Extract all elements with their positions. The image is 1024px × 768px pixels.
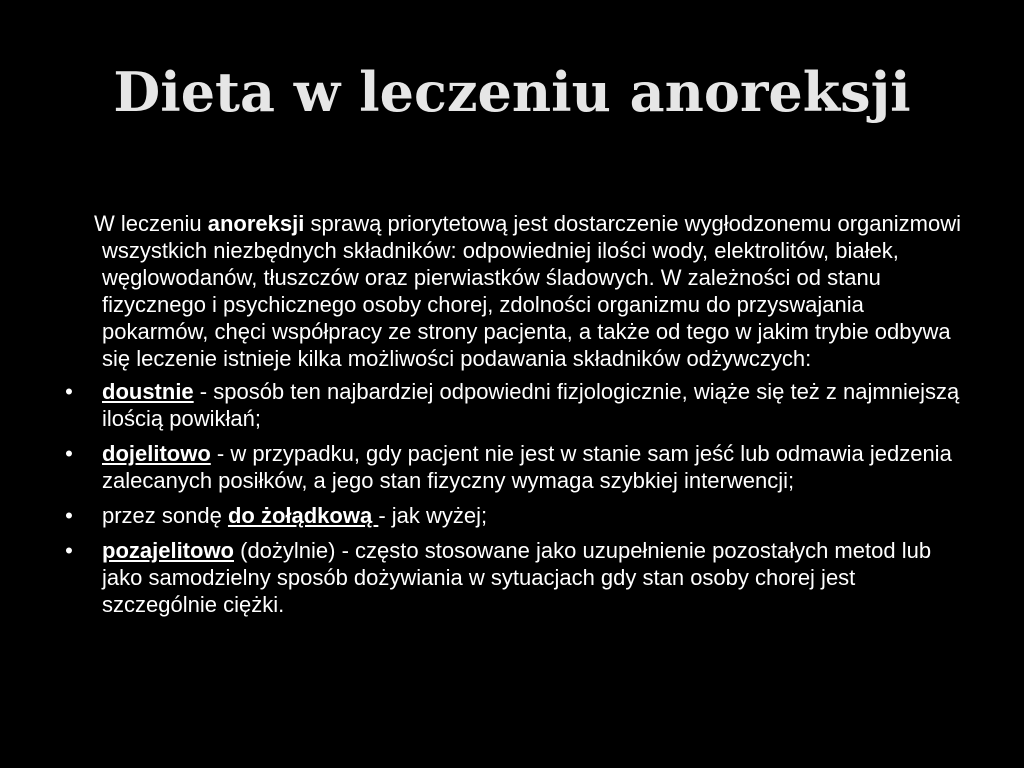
intro-paragraph xyxy=(62,210,962,372)
bullet-list xyxy=(62,378,962,618)
bullet-icon: • xyxy=(65,503,73,528)
intro-text-rest: sprawą priorytetową jest dostarczenie wygłodzonemu organizmowi wszystkich niezbędnych składników: odpowiedniej ilości wody, elektrolitów, białek, węglowodanów, tłuszczów oraz pierwiastków śladowych. W zależności od stanu fizycznego i psychicznego osoby chorej, zdolności organizmu do przyswajania pokarmów, chęci współpracy ze strony pacjenta, a także od tego w jakim trybie odbywa się leczenie istnieje kilka możliwości podawania składników odżywczych: xyxy=(102,211,961,371)
slide-body xyxy=(62,210,962,626)
list-item-doustnie xyxy=(62,378,962,432)
bullet-term: doustnie xyxy=(102,379,194,404)
bullet-icon: • xyxy=(65,379,73,404)
list-item-dojelitowo xyxy=(62,440,962,494)
bullet-text: - w przypadku, gdy pacjent nie jest w stanie sam jeść lub odmawia jedzenia zalecanych posiłków, a jego stan fizyczny wymaga szybkiej interwencji; xyxy=(102,441,952,493)
list-item-sonda xyxy=(62,502,962,529)
bullet-text: (dożylnie) - często stosowane jako uzupełnienie pozostałych metod lub jako samodzielny sposób dożywiania w sytuacjach gdy stan osoby chorej jest szczególnie ciężki. xyxy=(102,538,932,617)
slide-title: Dieta w leczeniu anoreksji xyxy=(113,60,911,124)
bullet-icon: • xyxy=(65,538,73,563)
intro-text-start: W leczeniu xyxy=(94,211,208,236)
bullet-text: - sposób ten najbardziej odpowiedni fizjologicznie, wiąże się też z najmniejszą ilością powikłań; xyxy=(102,379,960,431)
bullet-term: pozajelitowo xyxy=(102,538,234,563)
bullet-icon: • xyxy=(65,441,73,466)
intro-bold-term: anoreksji xyxy=(207,211,305,236)
bullet-term: do żołądkową xyxy=(227,503,379,528)
list-item-pozajelitowo xyxy=(62,537,962,618)
bullet-term: dojelitowo xyxy=(102,441,211,466)
bullet-text: - jak wyżej; xyxy=(378,503,488,528)
bullet-prefix: przez sondę xyxy=(102,503,228,528)
